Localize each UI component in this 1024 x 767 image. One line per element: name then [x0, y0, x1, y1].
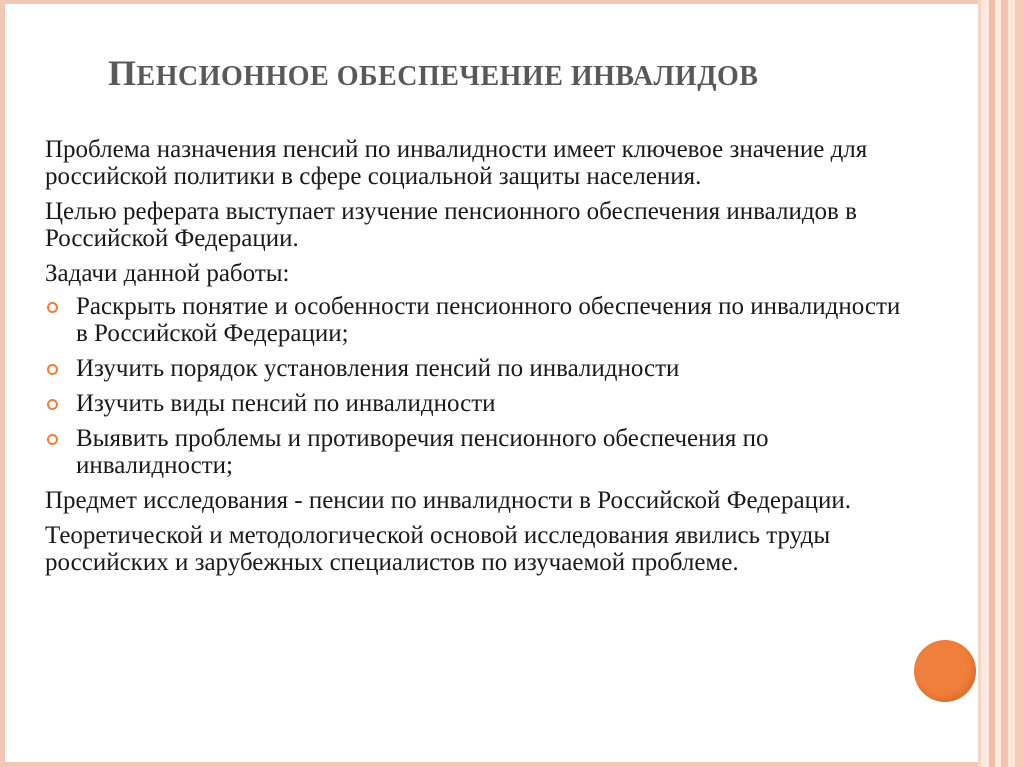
bullet-circle-icon [47, 364, 58, 375]
bullet-circle-icon [47, 399, 58, 410]
bullet-circle-icon [47, 434, 58, 445]
tasks-list [45, 293, 905, 479]
goal-paragraph: Целью реферата выступает изучение пенсионного обеспечения инвалидов в Российской Федерации. [45, 198, 857, 252]
decor-orange-circle [914, 640, 976, 702]
subject-paragraph: Предмет исследования - пенсии по инвалидности в Российской Федерации. [45, 487, 852, 514]
frame-bottom-border [0, 762, 980, 767]
title-first-letter: П [108, 53, 137, 93]
list-item-text: Изучить порядок установления пенсий по инвалидности [76, 355, 680, 382]
tasks-heading: Задачи данной работы: [45, 260, 290, 287]
list-item [45, 355, 905, 382]
decor-stripe [1015, 0, 1024, 767]
frame-left-border [0, 0, 5, 767]
list-item [45, 390, 905, 417]
list-item [45, 293, 905, 347]
decor-stripe [981, 0, 989, 767]
list-item-text: Раскрыть понятие и особенности пенсионного обеспечения по инвалидности в Российской Федерации; [76, 293, 901, 347]
list-item-text: Выявить проблемы и противоречия пенсионного обеспечения по инвалидности; [76, 425, 769, 479]
slide-body [45, 136, 905, 584]
intro-paragraph: Проблема назначения пенсий по инвалидности имеет ключевое значение для российской политики в сфере социальной защиты населения. [45, 136, 868, 190]
slide-title [108, 52, 928, 94]
list-item [45, 425, 905, 479]
frame-top-border [0, 0, 980, 4]
title-rest: ЕНСИОННОЕ ОБЕСПЕЧЕНИЕ ИНВАЛИДОВ [136, 61, 759, 92]
list-item-text: Изучить виды пенсий по инвалидности [76, 390, 496, 417]
bullet-circle-icon [47, 302, 58, 313]
methodology-paragraph: Теоретической и методологической основой исследования явились труды российских и зарубежных специалистов по изучаемой проблеме. [45, 522, 831, 576]
decor-stripe [1001, 0, 1008, 767]
decor-stripe [1008, 0, 1015, 767]
